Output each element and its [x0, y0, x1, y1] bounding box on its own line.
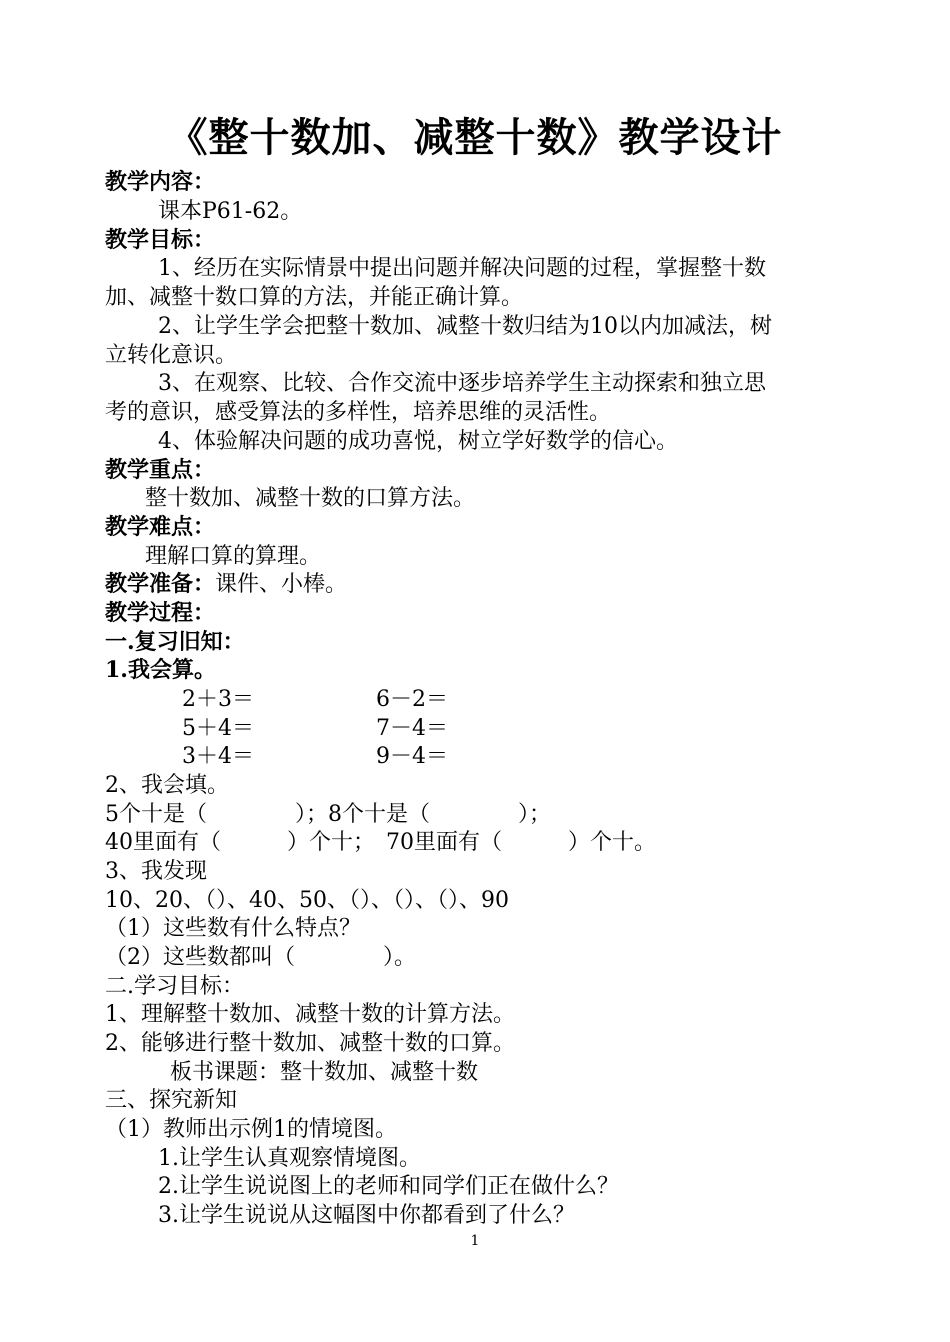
document-title: 《整十数加、减整十数》教学设计 — [167, 114, 783, 161]
section-review: 一.复习旧知： — [105, 629, 245, 655]
objective-line: 1、理解整十数加、减整十数的计算方法。 — [105, 1002, 515, 1027]
calc-left: 5＋4＝ — [182, 716, 254, 741]
goal-line: 2、让学生学会把整十数加、减整十数归结为10以内加减法，树 — [158, 314, 772, 339]
goals-heading: 教学目标： — [105, 227, 216, 253]
goal-line: 1、经历在实际情景中提出问题并解决问题的过程，掌握整十数 — [158, 256, 766, 281]
process-heading: 教学过程： — [105, 600, 216, 626]
calc-right: 9－4＝ — [376, 744, 448, 769]
objective-line: 2、能够进行整十数加、减整十数的口算。 — [105, 1031, 515, 1056]
fill-line: 40里面有（ ）个十； 70里面有（ ）个十。 — [105, 830, 656, 855]
goal-line: 3、在观察、比较、合作交流中逐步培养学生主动探索和独立思 — [158, 371, 766, 396]
sub-calc: 1.我会算。 — [105, 657, 216, 683]
step-line: 1.让学生认真观察情境图。 — [158, 1146, 421, 1171]
goal-line: 考的意识，感受算法的多样性，培养思维的灵活性。 — [105, 400, 612, 425]
question-line: （2）这些数都叫（ ）。 — [105, 945, 416, 970]
keypoint-text: 整十数加、减整十数的口算方法。 — [145, 486, 476, 511]
calc-right: 7－4＝ — [376, 716, 448, 741]
goal-line: 4、体验解决问题的成功喜悦，树立学好数学的信心。 — [158, 429, 678, 454]
step-line: 2.让学生说说图上的老师和同学们正在做什么？ — [158, 1174, 619, 1199]
example-line: （1）教师出示例1的情境图。 — [105, 1117, 397, 1142]
calc-left: 2＋3＝ — [182, 687, 254, 712]
step-line: 3.让学生说说从这幅图中你都看到了什么？ — [158, 1203, 575, 1228]
content-text: 课本P61-62。 — [158, 199, 303, 224]
content-heading: 教学内容： — [105, 169, 216, 195]
sub-discover: 3、我发现 — [105, 859, 207, 884]
calc-left: 3＋4＝ — [182, 744, 254, 769]
section-objectives: 二.学习目标： — [105, 974, 244, 999]
difficulty-heading: 教学难点： — [105, 514, 216, 540]
fill-line: 5个十是（ ）；8个十是（ ）； — [105, 802, 551, 827]
section-explore: 三、探究新知 — [105, 1088, 238, 1113]
keypoint-heading: 教学重点： — [105, 457, 216, 483]
prep-line — [105, 570, 347, 599]
board-title: 板书课题：整十数加、减整十数 — [170, 1060, 479, 1085]
difficulty-text: 理解口算的算理。 — [145, 544, 322, 569]
prep-text: 课件、小棒。 — [215, 572, 348, 597]
question-line: （1）这些数有什么特点？ — [105, 916, 361, 941]
page-number: 1 — [470, 1233, 480, 1249]
goal-line: 立转化意识。 — [105, 343, 238, 368]
sequence-line: 10、20、（）、40、50、（）、（）、（）、90 — [105, 888, 509, 913]
calc-right: 6－2＝ — [376, 687, 448, 712]
goal-line: 加、减整十数口算的方法，并能正确计算。 — [105, 285, 524, 310]
sub-fill: 2、我会填。 — [105, 773, 229, 798]
prep-heading: 教学准备： — [105, 571, 216, 597]
